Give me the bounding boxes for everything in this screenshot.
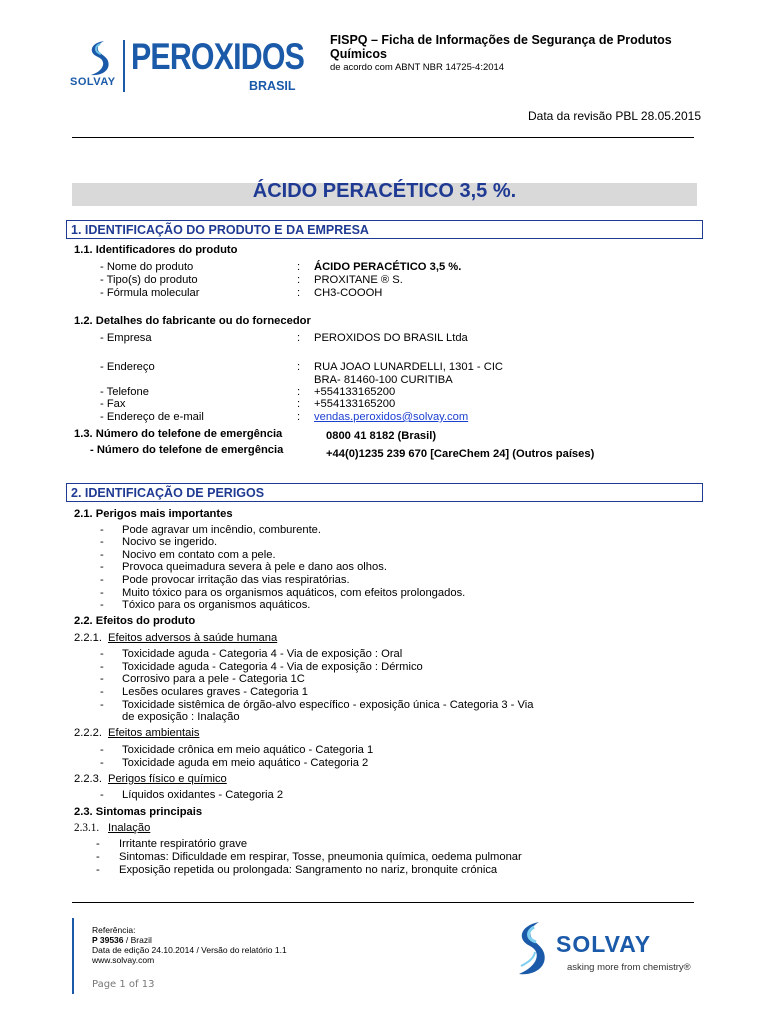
field-colon: : — [297, 274, 301, 286]
list-dash: - — [96, 864, 100, 876]
subsection-2-2-1-title: Efeitos adversos à saúde humana — [108, 632, 278, 644]
list-dash: - — [100, 574, 104, 586]
health-effect-item: Toxicidade sistêmica de órgão-alvo específico - exposição única - Categoria 3 - Via — [122, 699, 534, 711]
field-colon: : — [297, 332, 301, 344]
subsection-2-3: 2.3. Sintomas principais — [74, 806, 203, 818]
list-dash: - — [100, 587, 104, 599]
list-dash: - — [96, 838, 100, 850]
field-colon: : — [297, 386, 301, 398]
subsection-1-2: 1.2. Detalhes do fabricante ou do fornecedor — [74, 315, 311, 327]
footer-edition: Data de edição 24.10.2014 / Versão do relatório 1.1 — [92, 945, 287, 955]
health-effect-item: Lesões oculares graves - Categoria 1 — [122, 686, 308, 698]
revision-date: Data da revisão PBL 28.05.2015 — [527, 109, 701, 123]
field-label: - Fax — [100, 398, 126, 410]
danger-item: Muito tóxico para os organismos aquáticos, com efeitos prolongados. — [122, 587, 466, 599]
list-dash: - — [100, 661, 104, 673]
subsection-2-2: 2.2. Efeitos do produto — [74, 615, 196, 627]
field-colon: : — [297, 287, 301, 299]
danger-item: Pode provocar irritação das vias respiratórias. — [122, 574, 350, 586]
address-line-2: BRA- 81460-100 CURITIBA — [314, 374, 453, 386]
subsection-2-1: 2.1. Perigos mais importantes — [74, 508, 233, 520]
field-value: ÁCIDO PERACÉTICO 3,5 %. — [314, 261, 462, 273]
list-dash: - — [100, 536, 104, 548]
document-subtitle: de acordo com ABNT NBR 14725-4:2014 — [330, 62, 505, 73]
logo-brand-text: PEROXIDOS — [131, 36, 305, 77]
field-colon: : — [297, 261, 301, 273]
danger-item: Provoca queimadura severa à pele e dano aos olhos. — [122, 561, 387, 573]
address-line-1: RUA JOAO LUNARDELLI, 1301 - CIC — [314, 361, 504, 373]
field-colon: : — [297, 398, 301, 410]
field-label: - Endereço de e-mail — [100, 411, 204, 423]
environment-effect-item: Toxicidade aguda em meio aquático - Categoria 2 — [122, 757, 369, 769]
physical-hazard-item: Líquidos oxidantes - Categoria 2 — [122, 789, 284, 801]
solvay-swirl-logo-icon — [505, 918, 553, 978]
subsection-2-3-1-number: 2.3.1. — [74, 822, 100, 834]
list-dash: - — [100, 699, 104, 711]
danger-item: Nocivo se ingerido. — [122, 536, 218, 548]
symptom-item: Exposição repetida ou prolongada: Sangramento no nariz, bronquite crónica — [119, 864, 498, 876]
danger-item: Nocivo em contato com a pele. — [122, 549, 276, 561]
phone-number: +554133165200 — [314, 386, 396, 398]
subsection-2-2-2-number: 2.2.2. — [74, 727, 102, 739]
list-dash: - — [96, 851, 100, 863]
danger-item: Pode agravar um incêndio, comburente. — [122, 524, 322, 536]
field-value: PROXITANE ® S. — [314, 274, 403, 286]
field-label: - Telefone — [100, 386, 149, 398]
danger-item: Tóxico para os organismos aquáticos. — [122, 599, 311, 611]
subsection-2-2-2-title: Efeitos ambientais — [108, 727, 200, 739]
health-effect-item: Corrosivo para a pele - Categoria 1C — [122, 673, 305, 685]
list-dash: - — [100, 561, 104, 573]
field-value: CH3-COOOH — [314, 287, 383, 299]
subsection-2-2-3-title: Perigos físico e químico — [108, 773, 227, 785]
fax-number: +554133165200 — [314, 398, 396, 410]
field-label: - Endereço — [100, 361, 155, 373]
subsection-1-3-other: - Número do telefone de emergência — [90, 444, 284, 456]
field-label: - Empresa — [100, 332, 152, 344]
email-link[interactable]: vendas.peroxidos@solvay.com — [314, 411, 469, 423]
list-dash: - — [100, 673, 104, 685]
list-dash: - — [100, 524, 104, 536]
product-title: ÁCIDO PERACÉTICO 3,5 %. — [252, 180, 517, 202]
company-name: PEROXIDOS DO BRASIL Ltda — [314, 332, 468, 344]
list-dash: - — [100, 648, 104, 660]
footer-reference-label: Referência: — [92, 925, 136, 935]
symptom-item: Irritante respiratório grave — [119, 838, 248, 850]
symptom-item: Sintomas: Dificuldade em respirar, Tosse, pneumonia química, oedema pulmonar — [119, 851, 522, 863]
logo-company-text: SOLVAY — [70, 76, 116, 88]
field-label: - Fórmula molecular — [100, 287, 200, 299]
list-dash: - — [100, 549, 104, 561]
logo-divider — [123, 40, 125, 92]
field-colon: : — [297, 361, 301, 373]
subsection-1-1: 1.1. Identificadores do produto — [74, 244, 238, 256]
document-title: FISPQ – Ficha de Informações de Segurança de Produtos Químicos — [330, 33, 672, 61]
footer-reference — [92, 935, 152, 945]
emergency-phone-other: +44(0)1235 239 670 [CareChem 24] (Outros países) — [326, 448, 595, 460]
solvay-logo-text: SOLVAY — [556, 931, 652, 957]
field-label: - Tipo(s) do produto — [100, 274, 198, 286]
footer-reference-country: / Brazil — [123, 935, 152, 945]
list-dash: - — [100, 757, 104, 769]
field-label: - Nome do produto — [100, 261, 194, 273]
section-1-heading: 1. IDENTIFICAÇÃO DO PRODUTO E DA EMPRESA — [66, 220, 703, 239]
environment-effect-item: Toxicidade crônica em meio aquático - Categoria 1 — [122, 744, 374, 756]
solvay-logo-mark-icon — [78, 38, 118, 78]
subsection-1-3: 1.3. Número do telefone de emergência — [74, 428, 283, 440]
list-dash: - — [100, 744, 104, 756]
health-effect-item: Toxicidade aguda - Categoria 4 - Via de exposição : Oral — [122, 648, 403, 660]
list-dash: - — [100, 599, 104, 611]
health-effect-item: Toxicidade aguda - Categoria 4 - Via de exposição : Dérmico — [122, 661, 423, 673]
footer-reference-number: P 39536 — [92, 935, 124, 945]
header-rule — [72, 137, 694, 138]
section-2-heading: 2. IDENTIFICAÇÃO DE PERIGOS — [66, 483, 703, 502]
subsection-2-2-3-number: 2.2.3. — [74, 773, 102, 785]
subsection-2-3-1-title: Inalação — [108, 822, 151, 834]
footer-rule — [72, 902, 694, 903]
list-dash: - — [100, 789, 104, 801]
field-colon: : — [297, 411, 301, 423]
footer-website: www.solvay.com — [92, 955, 155, 965]
list-dash: - — [100, 686, 104, 698]
page-number: Page 1 of 13 — [92, 979, 155, 990]
subsection-2-2-1-number: 2.2.1. — [74, 632, 102, 644]
emergency-phone-brazil: 0800 41 8182 (Brasil) — [326, 430, 437, 442]
solvay-tagline: asking more from chemistry® — [567, 962, 691, 973]
footer-accent-bar — [72, 918, 74, 994]
logo-country-text: BRASIL — [249, 79, 296, 93]
health-effect-continuation: de exposição : Inalação — [122, 711, 240, 723]
